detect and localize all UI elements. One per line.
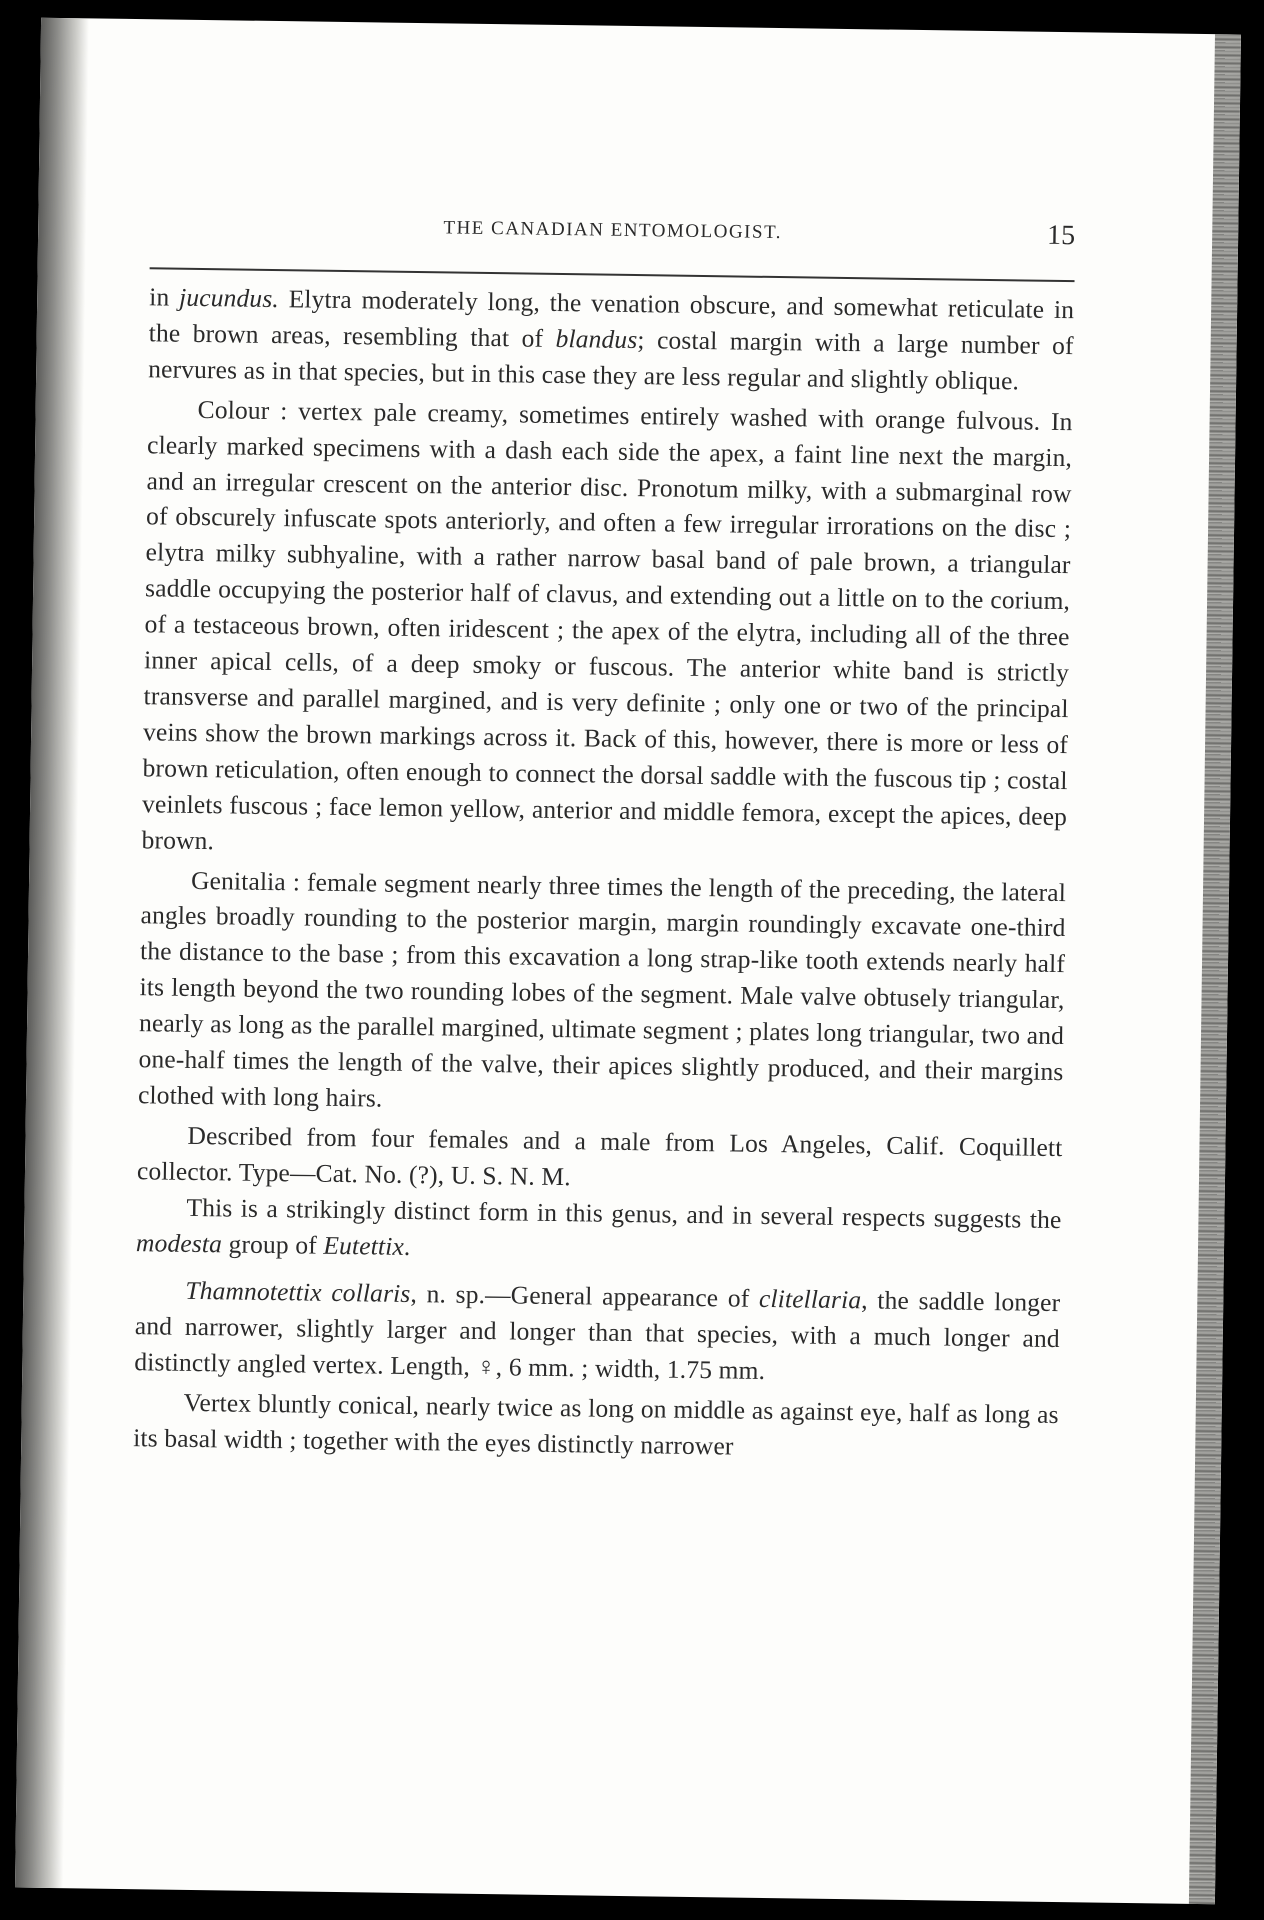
page-edge [1189,34,1241,1904]
paragraph-colour: Colour : vertex pale creamy, sometimes entirely washed with orange fulvous. In clearly marked specimens with a dash each side the apex, a faint line next the margin, and an irregular crescent on the anterior disc. Pronotum milky, with a submarginal row of obscurely infuscate spots anteriorly, and often a few irregular irrorations on the disc ; elytra milky subhyaline, with a rather narrow basal band of pale brown, a triangular saddle occupying the posterior half of clavus, and extending out a little on to the corium, of a testaceous brown, often iridescent ; the apex of the elytra, including all of the three inner apical cells, of a deep smoky or fuscous. The anterior white band is strictly transverse and parallel margined, and is very definite ; only one or two of the principal veins show the brown markings across it. Back of this, however, there is more or less of brown reticulation, often enough to connect the dorsal saddle with the fuscous tip ; costal veinlets fuscous ; face lemon yellow, anterior and middle femora, except the apices, deep brown. [141,394,1073,855]
genus-name: Eutettix [323,1230,405,1261]
paragraph-vertex: Vertex bluntly conical, nearly twice as long on middle as against eye, half as long as its basal width ; together with the eyes distinctly narrower [133,1388,1059,1461]
text-span: , the saddle longer and narrower, slightly larger and longer than that species, with a much longer and distinctly angled vertex. Length, ♀, 6 mm. ; width, 1.75 mm. [134,1285,1061,1386]
paragraph-distinct-form [136,1189,1062,1274]
paragraph-elytra [148,279,1074,400]
page-header [150,207,1075,260]
binding-shadow [15,18,89,1888]
text-span: Elytra moderately long, the venation obscure, and somewhat reticulate in the brown areas, resembling that of [148,284,1075,353]
text-span: This is a strikingly distinct form in this genus, and in several respects suggests the [186,1192,1062,1234]
running-head: THE CANADIAN ENTOMOLOGIST. [443,217,783,244]
page-number: 15 [1046,219,1076,252]
text-span: ; costal margin with a large number of nervures as in that species, but in this case they are less regular and slightly oblique. [148,324,1074,396]
paragraph-described: Described from four females and a male from Los Angeles, Calif. Coquillett collector. Type—Cat. No. (?), U. S. N. M. [136,1120,1063,1191]
book-page [15,18,1241,1905]
paragraph-new-species [134,1273,1060,1394]
species-name: blandus [555,323,638,354]
species-name: Thamnotettix collaris [185,1276,411,1309]
text-span: group of [221,1228,324,1260]
body-text [133,279,1074,1469]
paragraph-genitalia: Genitalia : female segment nearly three times the length of the preceding, the lateral angles broadly rounding to the posterior margin, margin roundingly excavate one-third the distance to the base ; from this excavation a long strap-like tooth extends nearly half its length beyond the two rounding lobes of the segment. Male valve obtusely triangular, nearly as long as the parallel margined, ultimate segment ; plates long triangular, two and one-half times the length of the valve, their apices slightly produced, and their margins clothed with long hairs. [137,865,1067,1113]
header-rule [150,267,1075,282]
text-span: , n. sp.—General appearance of [410,1279,760,1314]
text-span: . [403,1231,411,1261]
species-name: clitellaria [758,1284,862,1315]
group-name: modesta [135,1227,223,1258]
species-name: jucundus. [178,282,280,314]
text-span: in [149,282,180,312]
